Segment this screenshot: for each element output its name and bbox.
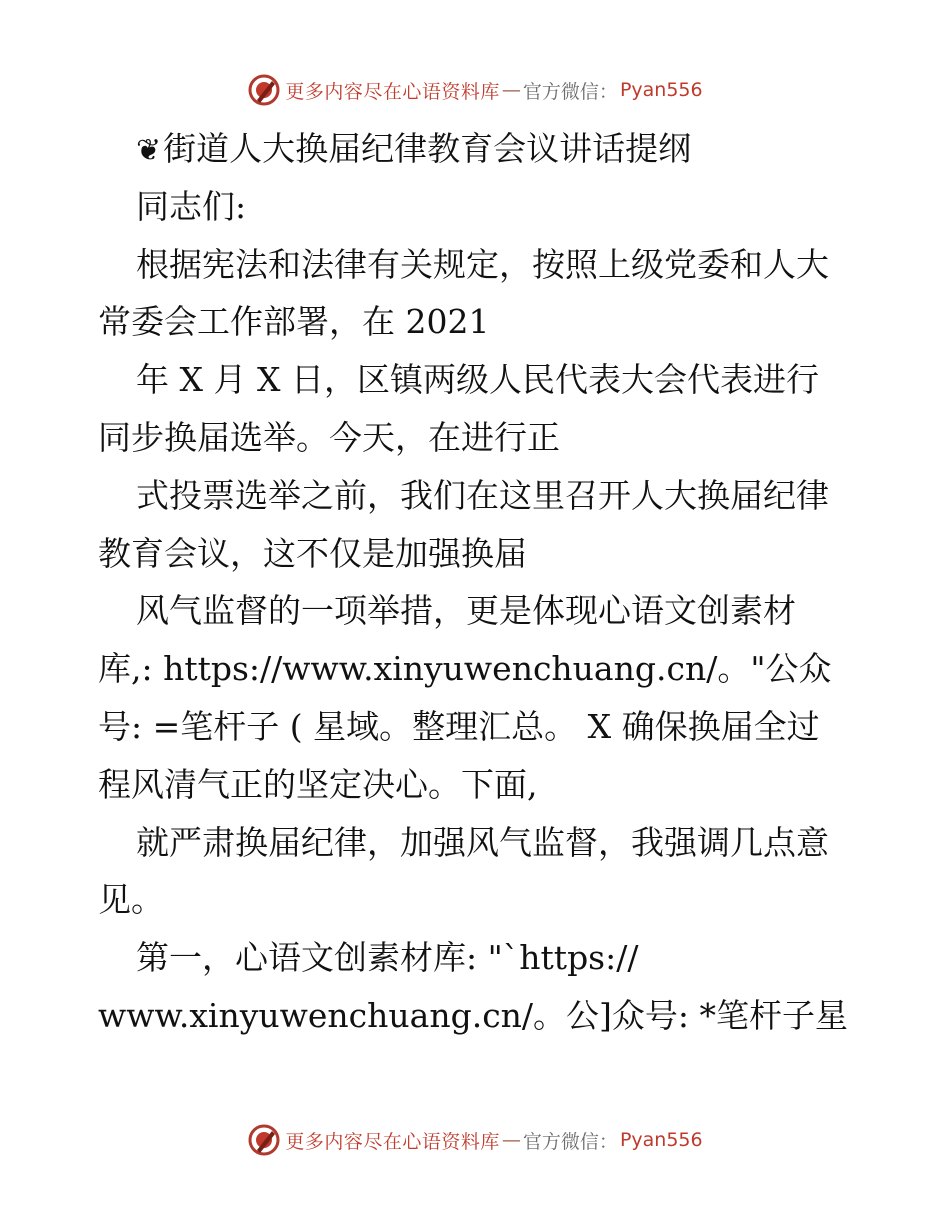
pen-logo-icon [247, 73, 281, 107]
document-body [98, 120, 858, 1045]
text-line: 同步换届选举。今天，在进行正 [98, 417, 560, 457]
watermark-label: 官方微信： [522, 80, 618, 103]
text-line: 库,: https://www.xinyuwenchuang.cn/。"公众 [98, 649, 832, 689]
watermark-separator: — [501, 79, 521, 101]
text-line: 见。 [98, 880, 164, 920]
watermark-id: Pyan556 [619, 79, 703, 101]
text-line: 程风清气正的坚定决心。下面, [98, 764, 538, 804]
watermark-text: 更多内容尽在心语资料库 [285, 1130, 500, 1153]
text-line: 风气监督的一项举措，更是体现心语文创素材 [136, 591, 796, 631]
watermark-text: 更多内容尽在心语资料库 [285, 80, 500, 103]
text-line: 年 X 月 X 日，区镇两级人民代表大会代表进行 [136, 360, 819, 400]
watermark-label: 官方微信： [522, 1130, 618, 1153]
header-watermark-banner [0, 70, 950, 110]
text-line: 式投票选举之前，我们在这里召开人大换届纪律 [136, 475, 829, 515]
text-line: 同志们: [136, 186, 247, 226]
text-line: 根据宪法和法律有关规定，按照上级党委和人大 [136, 244, 829, 284]
watermark-separator: — [501, 1129, 521, 1151]
text-line: 常委会工作部署，在 2021 [98, 302, 490, 342]
footer-watermark-banner [0, 1120, 950, 1160]
text-line: 就严肃换届纪律，加强风气监督，我强调几点意 [136, 822, 829, 862]
title-text: 街道人大换届纪律教育会议讲话提纲 [163, 129, 692, 168]
pen-logo-icon [247, 1123, 281, 1157]
text-line: 号: =笔杆子 ( 星域。整理汇总。 X 确保换届全过 [98, 706, 820, 746]
title-flourish-icon: ❦ [136, 133, 162, 168]
text-line: 教育会议，这不仅是加强换届 [98, 533, 527, 573]
document-title [98, 120, 858, 178]
text-line: 第一，心语文创素材库: "`https:// [136, 938, 639, 978]
watermark-id: Pyan556 [619, 1129, 703, 1151]
text-line: www.xinyuwenchuang.cn/。公]众号: *笔杆子星 [98, 995, 849, 1035]
